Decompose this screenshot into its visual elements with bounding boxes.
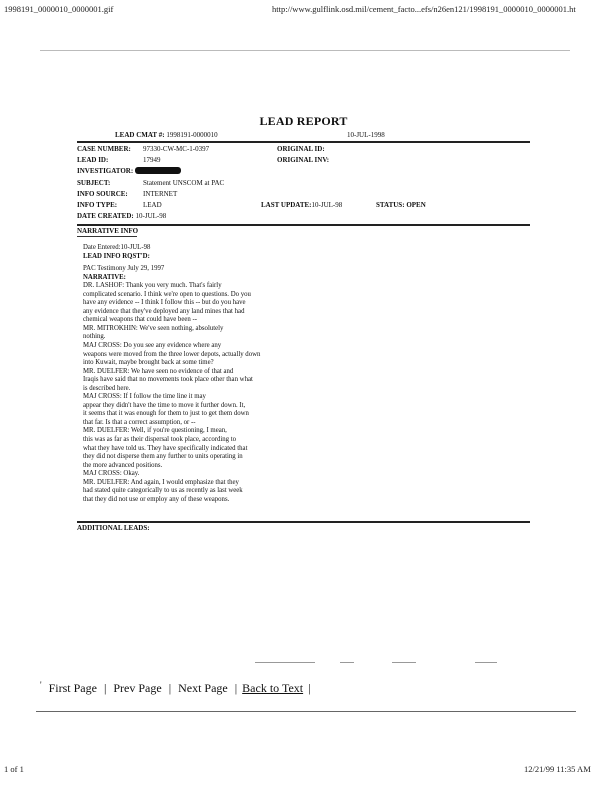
narrative-line: that far. Is that a correct assumption, or --	[83, 418, 196, 426]
last-update-label: LAST UPDATE:	[261, 201, 312, 209]
narrative-line: MR. MITROKHIN: We've seen nothing, absolutely	[83, 324, 224, 332]
scan-dash	[255, 662, 315, 663]
page-title: LEAD REPORT	[259, 114, 348, 128]
narrative-line: MAJ CROSS: Okay.	[83, 470, 140, 478]
redaction-mark	[135, 167, 181, 174]
info-type-value: LEAD	[143, 201, 162, 209]
lead-id-value: 17949	[143, 156, 161, 164]
subject-value: Statement UNSCOM at PAC	[143, 179, 225, 187]
cmat-label: LEAD CMAT #:	[115, 131, 165, 139]
additional-leads-rule	[77, 521, 530, 523]
narrative-line: it seems that it was enough for them to just to get them down	[83, 410, 249, 418]
cmat-row	[115, 131, 218, 139]
narrative-line: MR. DUELFER: We have seen no evidence of that and	[83, 367, 234, 375]
footer-rule	[36, 711, 576, 712]
investigator-row	[77, 167, 181, 175]
info-type-label: INFO TYPE:	[77, 201, 118, 209]
last-update-value: 10-JUL-98	[311, 201, 343, 209]
original-id-label: ORIGINAL ID:	[277, 145, 325, 153]
narrative-body	[83, 244, 298, 504]
narrative-line: MR. DUELFER: And again, I would emphasize that they	[83, 478, 239, 486]
narrative-line: this was as far as their dispersal took place, according to	[83, 436, 237, 444]
narrative-line: had stated quite categorically to us as recently as last week	[83, 487, 243, 495]
status-value: OPEN	[406, 201, 426, 209]
narrative-line: appear they didn't have the time to move it further down. It,	[83, 401, 246, 409]
print-footer-page-count: 1 of 1	[4, 764, 24, 774]
cmat-value: 1998191-0000010	[166, 131, 218, 139]
narrative-line: have any evidence -- I think I follow this -- but do you have	[83, 299, 246, 307]
narrative-line: Date Entered:10-JUL-98	[83, 244, 151, 251]
scan-dash	[340, 662, 354, 663]
case-number-value: 97330-CW-MC-1-0397	[143, 145, 210, 153]
subject-label: SUBJECT:	[77, 179, 111, 187]
header-rule	[77, 141, 530, 143]
nav-separator: |	[234, 681, 238, 695]
narrative-line: that they did not use or employ any of these weapons.	[83, 495, 230, 503]
lead-id-label: LEAD ID:	[77, 156, 109, 164]
nav-separator: |	[103, 681, 107, 695]
date-created-label: DATE CREATED:	[77, 212, 134, 220]
scan-dash	[475, 662, 497, 663]
narrative-line: DR. LASHOF: Thank you very much. That's fairly	[83, 282, 222, 290]
narrative-line: any evidence that they've deployed any land mines that had	[83, 307, 245, 315]
narrative-underline	[77, 236, 137, 237]
narrative-line: complicated scenario. I think we're open to questions. Do you	[83, 290, 251, 298]
narrative-line: they did not disperse them any further to units operating in	[83, 453, 243, 461]
narrative-line: is described here.	[83, 384, 131, 392]
narrative-line: weapons were moved from the three lower depots, actually down	[83, 350, 261, 358]
additional-leads-label: ADDITIONAL LEADS:	[77, 524, 150, 532]
narrative-line: MAJ CROSS: Do you see any evidence where any	[83, 342, 222, 350]
nav-lead-mark: '	[40, 680, 42, 690]
page-navigation	[38, 680, 313, 696]
narrative-line: the more advanced positions.	[83, 461, 163, 469]
narrative-line: LEAD INFO RQST'D:	[83, 252, 150, 260]
narrative-line: MAJ CROSS: If I follow the time line it may	[83, 393, 206, 401]
date-created-value: 10-JUL-98	[135, 212, 167, 220]
scan-dash	[392, 662, 416, 663]
narrative-line: into Kuwait, maybe brought back at some time?	[83, 359, 214, 367]
print-header-url: http://www.gulflink.osd.mil/cement_facto...efs/n26en121/1998191_0000010_0000001.ht	[272, 4, 576, 14]
status-row	[376, 201, 426, 209]
narrative-line: PAC Testimony July 29, 1997	[83, 265, 165, 273]
narrative-line: Iraqis have said that no movements took place other than what	[83, 376, 253, 384]
nav-separator: |	[168, 681, 172, 695]
investigator-label: INVESTIGATOR:	[77, 167, 134, 175]
narrative-header: NARRATIVE INFO	[77, 227, 139, 235]
last-update-row	[261, 201, 342, 209]
back-to-text-link[interactable]: Back to Text	[242, 681, 304, 695]
section-rule	[77, 224, 530, 226]
narrative-line: nothing.	[83, 333, 106, 341]
report-date: 10-JUL-1998	[347, 131, 385, 139]
info-source-value: INTERNET	[143, 190, 178, 198]
narrative-line: MR. DUELFER: Well, if you're questioning, I mean,	[83, 427, 227, 435]
first-page-link[interactable]: First Page	[48, 681, 97, 695]
narrative-line: what they have told us. They have specifically indicated that	[83, 444, 248, 452]
case-number-label: CASE NUMBER:	[77, 145, 131, 153]
prev-page-link[interactable]: Prev Page	[113, 681, 162, 695]
status-label: STATUS:	[376, 201, 405, 209]
narrative-line: NARRATIVE:	[83, 273, 126, 281]
original-inv-label: ORIGINAL INV:	[277, 156, 330, 164]
next-page-link[interactable]: Next Page	[178, 681, 228, 695]
date-created-row	[77, 212, 166, 220]
scan-line-top	[40, 50, 570, 51]
print-footer-timestamp: 12/21/99 11:35 AM	[524, 764, 591, 774]
info-source-label: INFO SOURCE:	[77, 190, 128, 198]
narrative-line: chemical weapons that could have been --	[83, 316, 197, 324]
print-header-filename: 1998191_0000010_0000001.gif	[4, 4, 114, 14]
nav-separator: |	[308, 681, 311, 695]
